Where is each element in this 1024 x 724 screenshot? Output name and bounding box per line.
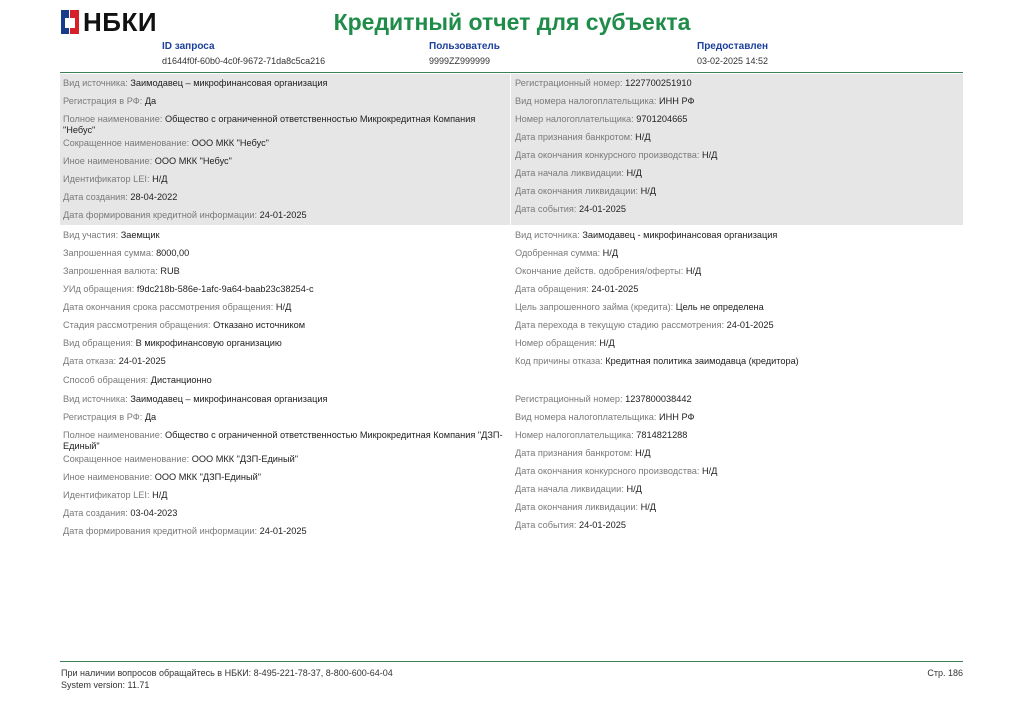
field-label: Вид обращения: <box>63 338 134 348</box>
field-row <box>515 78 960 89</box>
field-value: Н/Д <box>599 338 615 348</box>
field-label: Иное наименование: <box>63 472 153 482</box>
field-row <box>515 356 960 367</box>
field-label: Дата создания: <box>63 508 128 518</box>
field-value: Заимодавец – микрофинансовая организация <box>130 78 328 88</box>
field-label: Дата окончания ликвидации: <box>515 186 639 196</box>
field-label: Запрошенная сумма: <box>63 248 154 258</box>
field-row <box>63 138 508 149</box>
field-value: ИНН РФ <box>659 96 695 106</box>
page-number: Стр. 186 <box>927 668 963 678</box>
field-label: Вид источника: <box>515 230 580 240</box>
field-row <box>515 484 960 495</box>
user-label: Пользователь <box>429 41 500 52</box>
field-value: 1227700251910 <box>625 78 692 88</box>
field-label: Стадия рассмотрения обращения: <box>63 320 211 330</box>
field-value: Н/Д <box>635 132 651 142</box>
field-value: Н/Д <box>640 186 657 196</box>
field-row <box>515 520 960 531</box>
field-row <box>63 302 508 313</box>
field-value: В микрофинансовую организацию <box>135 338 282 348</box>
field-value: Н/Д <box>640 502 657 512</box>
field-row <box>63 114 508 135</box>
field-label: Дата перехода в текущую стадию рассмотрения: <box>515 320 725 330</box>
field-label: Дата начала ликвидации: <box>515 484 624 494</box>
field-value: ООО МКК "ДЗП-Единый" <box>191 454 299 464</box>
footer-divider <box>60 661 963 662</box>
field-row <box>515 502 960 513</box>
field-value: Заимодавец - микрофинансовая организация <box>582 230 778 240</box>
field-row <box>515 204 960 215</box>
field-value: Н/Д <box>626 168 642 178</box>
field-value: 03-04-2023 <box>130 508 178 518</box>
field-value: f9dc218b-586e-1afc-9a64-baab23c38254-c <box>136 284 314 294</box>
field-value: 24-01-2025 <box>259 210 307 220</box>
request-id-value: d1644f0f-60b0-4c0f-9672-71da8c5ca216 <box>162 56 326 66</box>
field-row <box>515 412 960 423</box>
field-value: 28-04-2022 <box>130 192 178 202</box>
field-row <box>515 168 960 179</box>
header-divider <box>60 72 963 73</box>
field-value: 7814821288 <box>636 430 688 440</box>
field-row <box>515 466 960 477</box>
field-label: Дата события: <box>515 520 577 530</box>
field-label: Окончание действ. одобрения/оферты: <box>515 266 684 276</box>
field-label: Полное наименование: <box>63 430 163 440</box>
field-row <box>515 448 960 459</box>
field-row <box>515 302 960 313</box>
field-row <box>63 338 508 349</box>
field-row <box>515 338 960 349</box>
field-value: Н/Д <box>701 466 718 476</box>
field-row <box>63 210 508 221</box>
field-row <box>63 394 508 405</box>
logo-text: НБКИ <box>83 7 158 37</box>
field-label: Вид источника: <box>63 394 128 404</box>
field-row <box>63 192 508 203</box>
source-info-block <box>60 74 963 225</box>
field-value: Н/Д <box>152 490 168 500</box>
field-label: Регистрационный номер: <box>515 78 623 88</box>
field-row <box>515 320 960 331</box>
field-value: Да <box>144 96 157 106</box>
field-value: Общество с ограниченной ответственностью Микрокредитная Компания "Небус" <box>63 114 476 135</box>
field-label: Сокращенное наименование: <box>63 454 190 464</box>
second-source-info-block <box>60 391 963 541</box>
field-value: 1237800038442 <box>625 394 692 404</box>
field-value: 24-01-2025 <box>118 356 166 366</box>
field-label: Вид номера налогоплательщика: <box>515 96 657 106</box>
field-row <box>63 230 508 241</box>
field-label: Идентификатор LEI: <box>63 490 150 500</box>
field-value: 24-01-2025 <box>579 520 626 530</box>
field-label: Идентификатор LEI: <box>63 174 150 184</box>
field-label: Дата начала ликвидации: <box>515 168 624 178</box>
field-value: 24-01-2025 <box>726 320 774 330</box>
field-row <box>63 375 508 386</box>
field-value: ООО МКК "Небус" <box>154 156 232 166</box>
field-label: Регистрационный номер: <box>515 394 623 404</box>
field-label: Цель запрошенного займа (кредита): <box>515 302 674 312</box>
field-row <box>515 284 960 295</box>
field-value: 24-01-2025 <box>579 204 626 214</box>
field-value: 24-01-2025 <box>259 526 307 536</box>
field-row <box>63 248 508 259</box>
field-value: ООО МКК "Небус" <box>191 138 269 148</box>
field-row <box>63 412 508 423</box>
field-row <box>515 266 960 277</box>
field-label: Вид участия: <box>63 230 119 240</box>
field-value: 8000,00 <box>156 248 190 258</box>
provided-value: 03-02-2025 14:52 <box>697 56 769 66</box>
field-label: Дата события: <box>515 204 577 214</box>
field-label: Регистрация в РФ: <box>63 96 143 106</box>
field-label: Дата окончания ликвидации: <box>515 502 639 512</box>
field-label: Дата окончания срока рассмотрения обращения: <box>63 302 274 312</box>
field-value: RUB <box>160 266 180 276</box>
field-row <box>63 156 508 167</box>
provided-label: Предоставлен <box>697 41 769 52</box>
field-row <box>515 114 960 125</box>
field-label: Номер налогоплательщика: <box>515 430 634 440</box>
field-row <box>63 430 508 451</box>
field-row <box>515 430 960 441</box>
field-label: Номер налогоплательщика: <box>515 114 634 124</box>
field-row <box>515 186 960 197</box>
field-row <box>63 266 508 277</box>
field-label: Запрошенная валюта: <box>63 266 158 276</box>
field-row <box>515 132 960 143</box>
field-value: Н/Д <box>635 448 651 458</box>
field-row <box>63 526 508 537</box>
field-value: Н/Д <box>152 174 168 184</box>
field-value: ИНН РФ <box>659 412 695 422</box>
field-row <box>515 230 960 241</box>
footer-version: System version: 11.71 <box>61 680 150 690</box>
field-row <box>63 96 508 107</box>
field-row <box>63 78 508 89</box>
field-row <box>63 320 508 331</box>
field-row <box>63 356 508 367</box>
field-row <box>63 174 508 185</box>
page-title: Кредитный отчет для субъекта <box>333 9 691 35</box>
field-value: Заимодавец – микрофинансовая организация <box>130 394 328 404</box>
field-label: Вид источника: <box>63 78 128 88</box>
field-value: Дистанционно <box>150 375 212 385</box>
field-label: Вид номера налогоплательщика: <box>515 412 657 422</box>
field-label: Дата признания банкротом: <box>515 448 633 458</box>
field-label: УИд обращения: <box>63 284 135 294</box>
field-label: Регистрация в РФ: <box>63 412 143 422</box>
field-row <box>515 96 960 107</box>
field-label: Номер обращения: <box>515 338 597 348</box>
field-row <box>515 150 960 161</box>
request-id-label: ID запроса <box>162 41 215 52</box>
field-label: Код причины отказа: <box>515 356 603 366</box>
field-value: Н/Д <box>701 150 718 160</box>
field-label: Дата признания банкротом: <box>515 132 633 142</box>
field-row <box>63 472 508 483</box>
field-value: Н/Д <box>626 484 642 494</box>
field-row <box>63 490 508 501</box>
field-label: Дата окончания конкурсного производства: <box>515 150 700 160</box>
field-value: Отказано источником <box>213 320 306 330</box>
field-value: Общество с ограниченной ответственностью Микрокредитная Компания "ДЗП-Единый" <box>63 430 503 451</box>
field-value: 24-01-2025 <box>591 284 639 294</box>
field-label: Дата обращения: <box>515 284 589 294</box>
field-row <box>515 394 960 405</box>
field-label: Дата создания: <box>63 192 128 202</box>
field-value: ООО МКК "ДЗП-Единый" <box>154 472 261 482</box>
field-value: Заемщик <box>120 230 160 240</box>
application-info-block <box>60 227 963 389</box>
field-row <box>63 508 508 519</box>
field-value: Цель не определена <box>675 302 764 312</box>
field-value: 9701204665 <box>636 114 688 124</box>
field-value: Н/Д <box>602 248 619 258</box>
field-value: Кредитная политика заимодавца (кредитора) <box>605 356 799 366</box>
field-value: Н/Д <box>275 302 292 312</box>
field-value: Н/Д <box>685 266 702 276</box>
field-label: Иное наименование: <box>63 156 153 166</box>
field-label: Дата формирования кредитной информации: <box>63 210 258 220</box>
field-row <box>515 248 960 259</box>
field-row <box>63 284 508 295</box>
field-label: Дата окончания конкурсного производства: <box>515 466 700 476</box>
field-label: Дата формирования кредитной информации: <box>63 526 258 536</box>
field-value: Да <box>144 412 157 422</box>
footer-contact: При наличии вопросов обращайтесь в НБКИ: 8-495-221-78-37, 8-800-600-64-04 <box>61 668 393 678</box>
user-value: 9999ZZ999999 <box>429 56 491 66</box>
field-label: Полное наименование: <box>63 114 163 124</box>
field-row <box>63 454 508 465</box>
field-label: Одобренная сумма: <box>515 248 601 258</box>
field-label: Дата отказа: <box>63 356 117 366</box>
field-label: Сокращенное наименование: <box>63 138 190 148</box>
field-label: Способ обращения: <box>63 375 149 385</box>
